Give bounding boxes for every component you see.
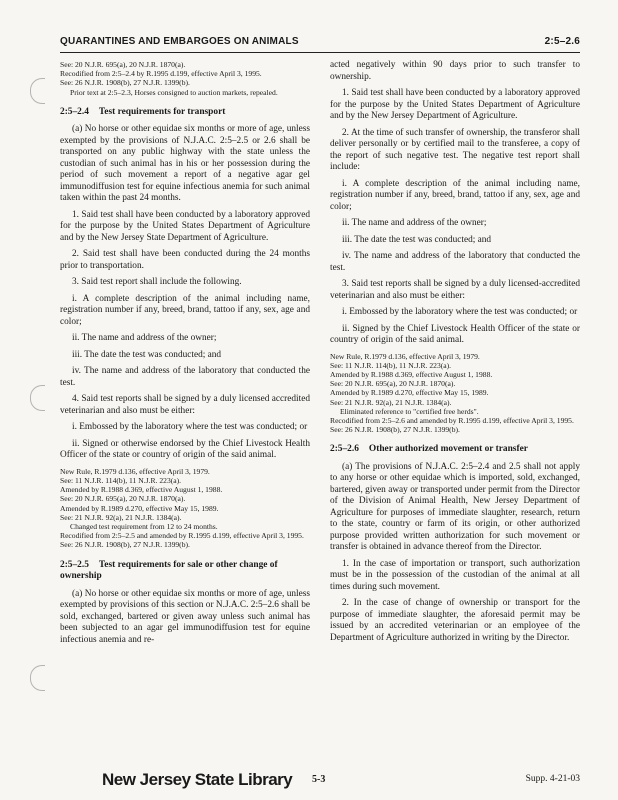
history-line: Eliminated reference to "certified free herds". xyxy=(340,406,479,416)
history-line: See: 11 N.J.R. 114(b), 11 N.J.R. 223(a). xyxy=(60,476,182,486)
history-line: See: 26 N.J.R. 1908(b), 27 N.J.R. 1399(b). xyxy=(60,540,190,550)
history-line: New Rule, R.1979 d.136, effective April 3, 1979. xyxy=(330,351,480,361)
paragraph: iv. The name and address of the laboratory that conducted the test. xyxy=(330,251,580,273)
history-line: Amended by R.1988 d.369, effective August 1, 1988. xyxy=(330,369,493,379)
paragraph: ii. The name and address of the owner; xyxy=(72,333,217,344)
left-column xyxy=(60,60,310,651)
history-line: Prior text at 2:5–2.3, Horses consigned to auction markets, repealed. xyxy=(70,87,278,97)
paragraph: (a) No horse or other equidae six months or more of age, unless exempted by provisions of this section or N.J.A.C. 2:5–2.6 shall be sold, exchanged, bartered or given away unless such animal has been subjected to an agar gel immunodiffusion test for equine infectious anemia and re- xyxy=(60,588,310,645)
history-line: Amended by R.1988 d.369, effective August 1, 1988. xyxy=(60,485,223,495)
history-note xyxy=(60,60,310,97)
paragraph: i. Embossed by the laboratory where the test was conducted; or xyxy=(72,422,308,433)
paragraph: 4. Said test reports shall be signed by a duly licensed accredited veterinarian and also must be either: xyxy=(60,394,310,416)
history-line: Recodified from 2:5–2.5 and amended by R.1995 d.199, effective April 3, 1995. xyxy=(60,531,304,541)
header-title: QUARANTINES AND EMBARGOES ON ANIMALS xyxy=(60,36,299,47)
history-line: Recodified from 2:5–2.6 and amended by R.1995 d.199, effective April 3, 1995. xyxy=(330,415,574,425)
punch-hole-mark xyxy=(30,665,45,691)
paragraph: ii. Signed or otherwise endorsed by the Chief Livestock Health Officer of the state or country of origin of the said animal. xyxy=(60,438,310,461)
paragraph: iii. The date the test was conducted; and xyxy=(342,234,492,245)
history-note xyxy=(60,467,310,550)
section-heading xyxy=(330,444,580,456)
right-column xyxy=(330,60,580,649)
section-number: 2:5–2.5 xyxy=(60,559,89,570)
section-heading xyxy=(60,107,310,119)
history-line: See: 20 N.J.R. 695(a), 20 N.J.R. 1870(a). xyxy=(60,60,186,69)
paragraph: iv. The name and address of the laboratory that conducted the test. xyxy=(60,366,310,388)
history-line: See: 26 N.J.R. 1908(b), 27 N.J.R. 1399(b). xyxy=(60,78,190,88)
section-title: Other authorized movement or transfer xyxy=(368,444,528,455)
paragraph: 1. Said test shall have been conducted by a laboratory approved for the purpose by the United States Department of Agriculture and by the New Jersey State Department of Agriculture. xyxy=(60,209,310,243)
history-line: See: 20 N.J.R. 695(a), 20 N.J.R. 1870(a). xyxy=(60,494,186,504)
paragraph: 3. Said test reports shall be signed by a duly licensed-accredited veterinarian and also must be either: xyxy=(330,279,580,301)
paragraph: 2. At the time of such transfer of ownership, the transferor shall deliver personally or by certified mail to the transferee, a copy of the report of such negative test. The negative test report shall include: xyxy=(330,127,580,172)
paragraph: 2. In the case of change of ownership or transport for the purpose of immediate slaughter, the aforesaid permit may be issued by an accredited veterinarian or an employee of the Department of Agriculture authorized in writing by the Director. xyxy=(330,598,580,643)
history-line: See: 26 N.J.R. 1908(b), 27 N.J.R. 1399(b). xyxy=(330,425,460,435)
section-number: 2:5–2.4 xyxy=(60,106,89,117)
paragraph: ii. Signed by the Chief Livestock Health Officer of the state or country of origin of the said animal. xyxy=(330,323,580,345)
history-note xyxy=(330,352,580,435)
paragraph: acted negatively within 90 days prior to such transfer to ownership. xyxy=(330,60,580,82)
library-watermark: New Jersey State Library xyxy=(102,770,293,789)
section-number: 2:5–2.6 xyxy=(330,444,359,455)
section-heading xyxy=(60,560,310,583)
paragraph: 3. Said test report shall include the following. xyxy=(72,277,242,288)
paragraph: i. Embossed by the laboratory where the test was conducted; or xyxy=(342,307,578,317)
history-line: Amended by R.1989 d.270, effective May 15, 1989. xyxy=(60,503,219,513)
history-line: See: 11 N.J.R. 114(b), 11 N.J.R. 223(a). xyxy=(330,360,452,370)
paragraph: (a) No horse or other equidae six months or more of age, unless exempted by the provisions of N.J.A.C. 2:5–2.5 or 2.6 shall be transported on any public highway with the state unless the custodian of such animal has in his or her possession during the period of such movement a report of a negative agar gel immunodiffusion test for equine infectious anemia for such animal taken within the past 24 months. xyxy=(60,124,310,204)
section-title: Test requirements for sale or other change of ownership xyxy=(60,559,278,582)
paragraph: 2. Said test shall have been conducted during the 24 months prior to transportation. xyxy=(60,249,310,271)
supplement-date: Supp. 4-21-03 xyxy=(525,774,580,784)
paragraph: ii. The name and address of the owner; xyxy=(342,218,487,228)
punch-hole-mark xyxy=(30,78,45,104)
section-title: Test requirements for transport xyxy=(98,106,226,117)
history-line: Changed test requirement from 12 to 24 months. xyxy=(70,522,218,532)
history-line: Recodified from 2:5–2.4 by R.1995 d.199, effective April 3, 1995. xyxy=(60,69,262,79)
page-footer xyxy=(60,770,580,790)
paragraph: 1. Said test shall have been conducted by a laboratory approved for the purpose by the United States Department of Agriculture and by the New Jersey Department of Agriculture. xyxy=(330,88,580,121)
history-line: See: 20 N.J.R. 695(a), 20 N.J.R. 1870(a). xyxy=(330,379,456,389)
paragraph: i. A complete description of the animal including name, registration number if any, breed, brand, tattoo if any, sex, age and color; xyxy=(330,178,580,212)
page-number: 5-3 xyxy=(312,774,326,785)
punch-hole-mark xyxy=(30,385,45,411)
running-header xyxy=(60,36,580,53)
paragraph: 1. In the case of importation or transport, such authorization must be in the possession of the custodian of the animal at all times during such movement. xyxy=(330,558,580,592)
paragraph: iii. The date the test was conducted; and xyxy=(72,349,222,360)
history-line: New Rule, R.1979 d.136, effective April 3, 1979. xyxy=(60,466,210,476)
paragraph: (a) The provisions of N.J.A.C. 2:5–2.4 and 2.5 shall not apply to any horse or other equidae which is imported, sold, exchanged, bartered, given away or transported under permit from the Director of the Division of Animal Health, New Jersey Department of Agriculture for purposes of immediate slaughter, research, return to the state, country or farm of its origin, or other authorized purpose provided written authorization for such movement or transfer is obtained in advance thereof from the Director. xyxy=(330,461,580,553)
history-line: See: 21 N.J.R. 92(a), 21 N.J.R. 1384(a). xyxy=(60,512,182,522)
history-line: Amended by R.1989 d.270, effective May 15, 1989. xyxy=(330,388,489,398)
header-section-range: 2:5–2.6 xyxy=(544,36,580,47)
history-line: See: 21 N.J.R. 92(a), 21 N.J.R. 1384(a). xyxy=(330,397,452,407)
paragraph: i. A complete description of the animal including name, registration number if any, breed, brand, tattoo if any, sex, age and color; xyxy=(60,293,310,327)
